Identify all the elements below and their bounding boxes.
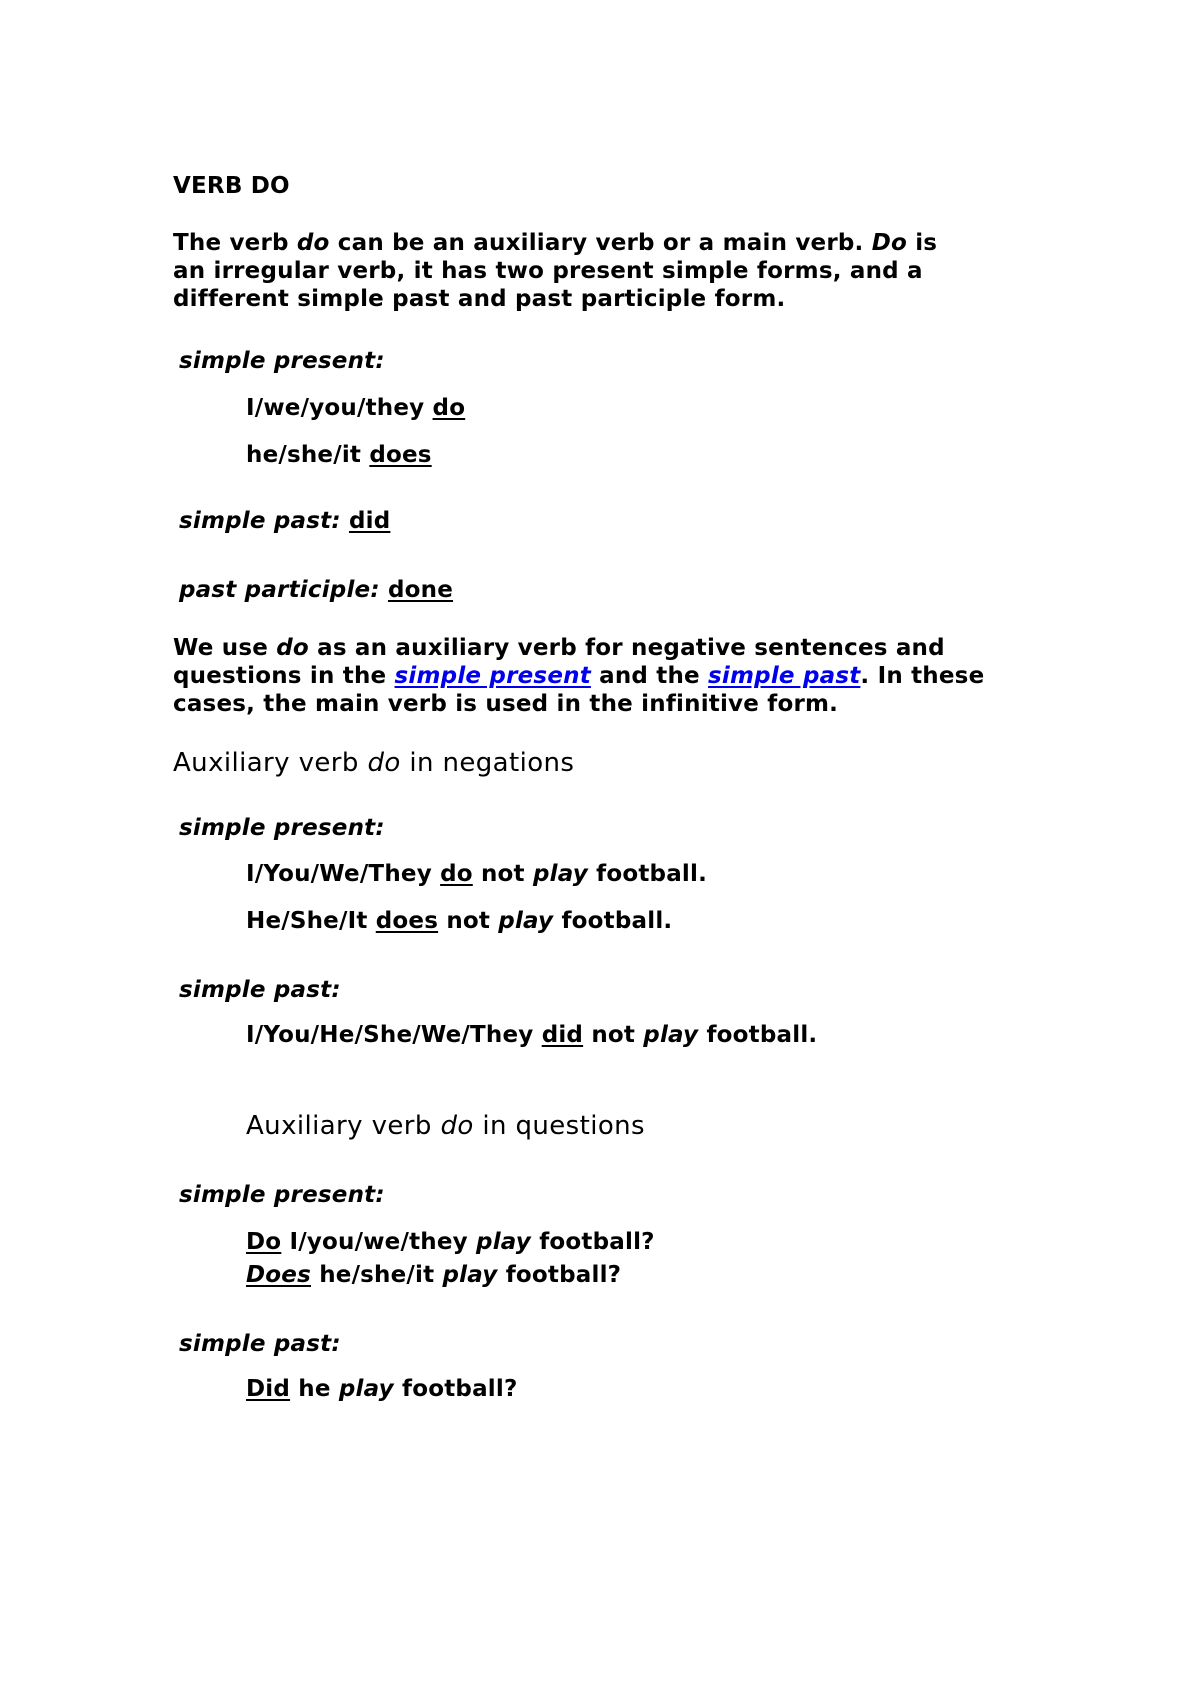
text-run: Did xyxy=(246,1376,291,1402)
negation-example-past xyxy=(246,1021,817,1049)
text-run: do xyxy=(432,395,466,421)
text-run: Auxiliary verb xyxy=(173,748,368,778)
text-run: can be an auxiliary verb or a main verb. xyxy=(329,230,872,256)
intro-line-2: an irregular verb, it has two present simple forms, and a xyxy=(173,258,923,284)
forms-row-plural xyxy=(246,394,465,422)
intro-line-3: different simple past and past participle form. xyxy=(173,286,786,312)
usage-line-1 xyxy=(173,634,945,662)
text-run: in negations xyxy=(400,748,575,778)
text-run: football? xyxy=(531,1229,655,1255)
text-run: do xyxy=(440,861,473,887)
text-run: do xyxy=(367,748,401,778)
simple-past-link[interactable]: simple past xyxy=(708,663,861,689)
text-run: questions in the xyxy=(173,663,395,689)
text-run: do xyxy=(440,1111,474,1141)
text-run: simple past: xyxy=(179,508,341,534)
text-run: football. xyxy=(587,861,708,887)
questions-simple-present-label: simple present: xyxy=(179,1182,385,1208)
text-run: done xyxy=(387,577,454,603)
text-run: We use xyxy=(173,635,277,661)
negations-heading xyxy=(173,747,574,779)
text-run: play xyxy=(442,1262,498,1288)
text-run: not xyxy=(438,908,499,934)
document-title xyxy=(173,172,290,200)
text-run: play xyxy=(476,1229,532,1255)
text-run: play xyxy=(532,861,588,887)
text-run: I/You/He/She/We/They xyxy=(246,1022,542,1048)
text-run: football? xyxy=(497,1262,622,1288)
forms-simple-past xyxy=(179,507,390,535)
negation-example-plural xyxy=(246,860,707,888)
negations-simple-past-label: simple past: xyxy=(179,977,341,1003)
text-run: Does xyxy=(246,1262,311,1288)
text-run: football? xyxy=(393,1376,518,1402)
text-run: he/she/it xyxy=(246,442,370,468)
text-run: He/She/It xyxy=(246,908,376,934)
text-run: Do xyxy=(246,1229,282,1255)
text-run: football. xyxy=(553,908,673,934)
text-run: he/she/it xyxy=(310,1262,443,1288)
usage-line-2 xyxy=(173,662,984,690)
intro-line-1 xyxy=(173,229,937,257)
text-run: VERB DO xyxy=(173,173,290,199)
text-run: did xyxy=(541,1022,584,1048)
text-run: I/you/we/they xyxy=(281,1229,477,1255)
text-run: The verb xyxy=(173,230,297,256)
negation-example-singular xyxy=(246,907,672,935)
question-example-past xyxy=(246,1375,518,1403)
text-run: I/You/We/They xyxy=(246,861,441,887)
text-run: past participle: xyxy=(179,577,380,603)
text-run: I/we/you/they xyxy=(246,395,433,421)
questions-heading xyxy=(246,1110,645,1142)
text-run: is xyxy=(907,230,938,256)
text-run: and the xyxy=(590,663,709,689)
forms-row-singular xyxy=(246,441,432,469)
question-example-plural xyxy=(246,1228,655,1256)
text-run: does xyxy=(375,908,439,934)
text-run: do xyxy=(276,635,309,661)
questions-simple-past-label: simple past: xyxy=(179,1331,341,1357)
text-run: Do xyxy=(871,230,907,256)
text-run: . In these xyxy=(860,663,985,689)
forms-simple-present-label: simple present: xyxy=(179,348,385,374)
text-run: did xyxy=(348,508,391,534)
forms-past-participle xyxy=(179,576,453,604)
text-run: as an auxiliary verb for negative sentences and xyxy=(308,635,945,661)
text-run: Auxiliary verb xyxy=(246,1111,441,1141)
negations-simple-present-label: simple present: xyxy=(179,815,385,841)
text-run: play xyxy=(643,1022,699,1048)
question-example-singular xyxy=(246,1261,621,1289)
text-run: do xyxy=(296,230,330,256)
text-run: play xyxy=(498,908,554,934)
text-run: play xyxy=(338,1376,394,1402)
usage-line-3: cases, the main verb is used in the infinitive form. xyxy=(173,691,839,717)
text-run: does xyxy=(369,442,432,468)
text-run: football. xyxy=(698,1022,818,1048)
text-run: in questions xyxy=(473,1111,645,1141)
text-run: not xyxy=(472,861,533,887)
simple-present-link[interactable]: simple present xyxy=(394,663,591,689)
text-run: not xyxy=(583,1022,644,1048)
text-run: he xyxy=(290,1376,339,1402)
